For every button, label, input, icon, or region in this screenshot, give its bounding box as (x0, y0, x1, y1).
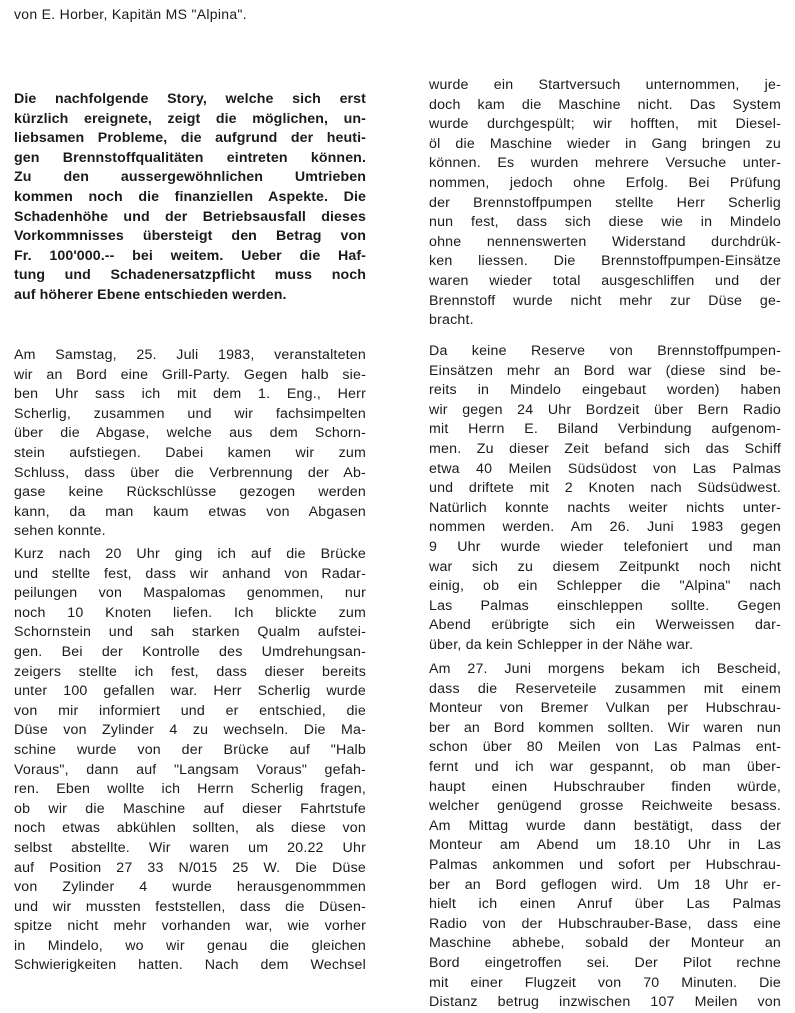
text-line: Schwierigkeiten hatten. Nach dem Wechsel (14, 957, 366, 974)
text-line: Monteur am Abend um 18.10 Uhr in Las (429, 837, 781, 854)
text-line: schon über 80 Meilen von Las Palmas ent- (429, 739, 781, 756)
text-line: Maschine abhebe, sobald der Monteur an (429, 935, 781, 952)
text-line: Schadenhöhe und der Betriebsausfall dieses (14, 208, 366, 225)
text-line: wurde ein Startversuch unternommen, je- (429, 77, 781, 93)
text-line: Las Palmas einschleppen sollte. Gegen (429, 597, 781, 614)
text-line: Am 27. Juni morgens bekam ich Bescheid, (429, 661, 781, 677)
text-line: und driftete mit 2 Knoten nach Südsüdwest. (429, 480, 781, 497)
text-line: men. Zu dieser Zeit befand sich das Schiff (429, 440, 781, 457)
text-line: schine wurde von der Brücke auf "Halb (14, 741, 366, 758)
text-line: dass die Reserveteile zusammen mit einem (429, 680, 781, 697)
text-line: Voraus", dann auf "Langsam Voraus" gefah- (14, 761, 366, 778)
byline: von E. Horber, Kapitän MS "Alpina". (14, 6, 247, 22)
text-line: zeigers stellte ich fest, dass dieser bereits (14, 663, 366, 680)
text-line: der Brennstoffpumpen stellte Herr Scherlig (429, 194, 781, 211)
text-line: welcher genügend grosse Reichweite besass. (429, 798, 781, 815)
text-line: noch 10 Knoten liefen. Ich blickte zum (14, 604, 366, 621)
right-paragraph-2 (429, 342, 781, 656)
text-line: peilungen von Maspalomas genommen, nur (14, 585, 366, 602)
text-line: wir an Bord eine Grill-Party. Gegen halb sie- (14, 366, 366, 383)
text-line: unter 100 gefallen war. Herr Scherlig wurde (14, 683, 366, 700)
text-line: selbst abstellte. Wir waren um 20.22 Uhr (14, 839, 366, 856)
text-line: Brennstoff wurde nicht mehr zur Düse ge- (429, 292, 781, 309)
text-line: Schornstein und sah starken Qualm aufstei- (14, 624, 366, 641)
text-line: 9 Uhr wurde wieder telefoniert und man (429, 538, 781, 555)
left-paragraph-1 (14, 346, 366, 542)
text-line: liebsamen Probleme, die aufgrund der heuti- (14, 130, 366, 147)
text-line: ren. Eben wollte ich Herrn Scherlig fragen, (14, 781, 366, 798)
text-line: Scherlig, zusammen und wir fachsimpelten (14, 405, 366, 422)
text-line: Zu den aussergewöhnlichen Umtrieben (14, 169, 366, 186)
text-line: waren wieder total ausgeschliffen und der (429, 272, 781, 289)
right-paragraph-1 (429, 76, 781, 331)
text-line: bracht. (429, 312, 474, 329)
text-line: Einsätzen mehr an Bord war (diese sind be- (429, 362, 781, 379)
text-line: spitze nicht mehr vorhanden war, wie vorher (14, 918, 366, 935)
text-line: einig, ob ein Schlepper die "Alpina" nach (429, 578, 781, 595)
text-line: über die Abgase, welche aus dem Schorn- (14, 425, 366, 442)
text-line: haupt einen Hubschrauber finden würde, (429, 778, 781, 795)
text-line: reits in Mindelo eingebaut worden) haben (429, 382, 781, 399)
text-line: auf Position 27 33 N/015 25 W. Die Düse (14, 859, 366, 876)
text-line: Monteur von Bremer Vulkan per Hubschrau- (429, 700, 781, 717)
text-line: ohne nennenswerten Widerstand durchdrük- (429, 233, 781, 250)
text-line: Am Samstag, 25. Juli 1983, veranstalteten (14, 347, 366, 363)
text-line: Natürlich konnte nachts weiter nichts unter- (429, 499, 781, 516)
text-line: wir gegen 24 Uhr Bordzeit über Bern Radio (429, 401, 781, 418)
text-line: hielt ich einen Anruf über Las Palmas (429, 896, 781, 913)
text-line: Radio von der Hubschrauber-Base, dass eine (429, 915, 781, 932)
text-line: etwa 40 Meilen Südsüdost von Las Palmas (429, 460, 781, 477)
text-line: kürzlich ereignete, zeigt die möglichen, un- (14, 110, 366, 127)
text-line: Distanz betrug inzwischen 107 Meilen von (429, 994, 781, 1011)
text-line: gen Brennstoffqualitäten eintreten können. (14, 149, 366, 166)
text-line: Schluss, dass über die Verbrennung der Ab- (14, 464, 366, 481)
text-line: noch etwas abkühlen sollten, als diese von (14, 820, 366, 837)
text-line: war sich zu diesem Zeitpunkt noch nicht (429, 558, 781, 575)
text-line: gase keine Rückschlüsse gezogen werden (14, 484, 366, 501)
text-line: Abend erübrigte sich ein Werweissen dar- (429, 617, 781, 634)
text-line: kommen noch die finanziellen Aspekte. Die (14, 188, 366, 205)
text-line: ber an Bord geflogen wird. Um 18 Uhr er- (429, 876, 781, 893)
right-paragraph-3 (429, 660, 781, 1013)
text-line: ben Uhr sass ich mit dem 1. Eng., Herr (14, 386, 366, 403)
text-line: Am Mittag wurde dann bestätigt, dass der (429, 817, 781, 834)
text-line: Die nachfolgende Story, welche sich erst (14, 91, 366, 107)
text-line: nommen, jedoch ohne Erfolg. Bei Prüfung (429, 174, 781, 191)
text-line: Palmas ankommen und sofort per Hubschrau- (429, 856, 781, 873)
text-line: Bord eingetroffen sei. Der Pilot rechne (429, 954, 781, 971)
text-line: Düse von Zylinder 4 zu wechseln. Die Ma- (14, 722, 366, 739)
text-line: kann, da man kaum etwas von Abgasen (14, 503, 366, 520)
text-line: nommen werden. Am 26. Juni 1983 gegen (429, 519, 781, 536)
text-line: mit einer Flugzeit von 70 Minuten. Die (429, 974, 781, 991)
text-line: von Zylinder 4 wurde herausgenommmen (14, 879, 366, 896)
intro-paragraph (14, 90, 366, 306)
text-line: und stellte fest, dass wir anhand von Radar- (14, 565, 366, 582)
text-line: doch kam die Maschine nicht. Das System (429, 96, 781, 113)
text-line: nun fest, dass sich diese wie in Mindelo (429, 214, 781, 231)
text-line: stein aufstiegen. Dabei kamen wir zum (14, 444, 366, 461)
text-line: sehen konnte. (14, 523, 106, 540)
text-line: ken liessen. Die Brennstoffpumpen-Einsätze (429, 253, 781, 270)
text-line: ob wir die Maschine auf dieser Fahrtstufe (14, 800, 366, 817)
left-paragraph-2 (14, 545, 366, 976)
text-line: Da keine Reserve von Brennstoffpumpen- (429, 343, 781, 359)
text-line: und wir mussten feststellen, dass die Düsen- (14, 898, 366, 915)
text-line: Vorkommnisses übersteigt den Betrag von (14, 228, 366, 245)
text-line: Fr. 100'000.-- bei weitem. Ueber die Haf- (14, 247, 366, 264)
text-line: können. Es wurden mehrere Versuche unter- (429, 155, 781, 172)
text-line: auf höherer Ebene entschieden werden. (14, 286, 287, 303)
text-line: in Mindelo, wo wir genau die gleichen (14, 937, 366, 954)
text-line: wurde durchgespült; wir hofften, mit Diesel- (429, 116, 781, 133)
text-line: tung und Schadenersatzpflicht muss noch (14, 267, 366, 284)
text-line: gen. Bei der Kontrolle des Umdrehungsan- (14, 643, 366, 660)
text-line: über, da kein Schlepper in der Nähe war. (429, 636, 694, 653)
text-line: ber an Bord kommen sollten. Wir waren nun (429, 719, 781, 736)
text-line: von mir informiert und er entschied, die (14, 702, 366, 719)
text-line: öl die Maschine wieder in Gang bringen zu (429, 135, 781, 152)
text-line: fernt und ich war gespannt, ob man über- (429, 758, 781, 775)
text-line: Kurz nach 20 Uhr ging ich auf die Brücke (14, 546, 366, 562)
text-line: mit Herrn E. Biland Verbindung aufgenom- (429, 421, 781, 438)
